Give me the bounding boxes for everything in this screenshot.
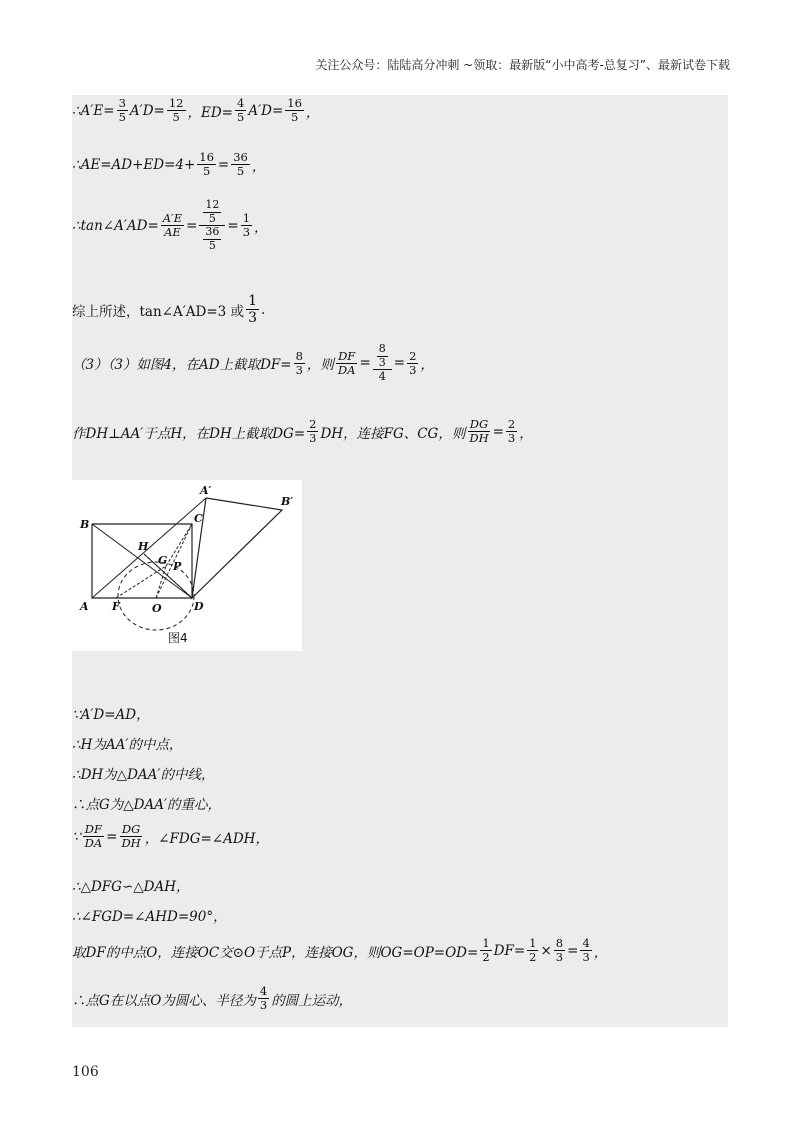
solution-line-15: ∴点G在以点O为圆心、半径为 $\frac{4}{3}$ 的圆上运动， (72, 984, 353, 1013)
figure-caption: 图4 (168, 631, 188, 645)
geometry-diagram (72, 480, 302, 651)
fraction: $\frac{1}{3}$ (248, 293, 257, 327)
solution-line-6: 作DH⊥AA′于点H，在DH上截取DG= $\frac{2}{3}$ DH，连接FG、CG，则 $\frac{DG}{DH}$ = $\frac{2}{3}$ ， (72, 417, 533, 446)
fraction: $\frac{2}{3}$ (309, 417, 317, 446)
fraction: $\frac{12}{5}$ (168, 96, 184, 125)
fraction: $\frac{2}{3}$ (409, 348, 417, 377)
complex-fraction: $\frac{\frac{12}{5}}{\frac{36}{5}}$ (199, 199, 225, 253)
label-g: G (158, 554, 168, 567)
solution-line-10: ∴点G为△DAA′的重心， (72, 797, 222, 813)
fraction: $\frac{1}{2}$ (482, 936, 490, 965)
fraction: $\frac{4}{5}$ (237, 96, 245, 125)
fraction: $\frac{DG}{DH}$ (469, 417, 489, 446)
segment-aa1 (92, 498, 206, 598)
fraction: $\frac{1}{2}$ (529, 936, 537, 965)
solution-line-11: ∵ $\frac{DF}{DA}$ = $\frac{DG}{DH}$ ，∠FDG=∠ADH， (72, 822, 269, 851)
fraction: $\frac{8}{3}$ (295, 348, 303, 377)
fraction: $\frac{4}{3}$ (582, 936, 590, 965)
solution-line-3: ∴tan∠A′AD= $\frac{A'E}{AE}$ = $\frac{\frac{12}{5}}{\frac{36}{5}}$ = $\frac{1}{3}$ ， (72, 198, 268, 252)
fraction: $\frac{1}{3}$ (242, 211, 251, 240)
label-c: C (194, 512, 203, 525)
page-number: 106 (72, 1064, 99, 1080)
triangle-a1b1d (192, 498, 282, 598)
geometry-figure-4 (72, 480, 302, 651)
solution-line-4: 综上所述，tan∠A′AD=3 或 $\frac{1}{3}$ . (72, 293, 266, 327)
fraction: $\frac{8}{3}$ (555, 936, 564, 965)
label-a-prime: A′ (200, 484, 212, 497)
complex-fraction: $\frac{\frac{8}{3}}{4}$ (373, 343, 392, 384)
fraction: $\frac{2}{3}$ (507, 417, 516, 446)
label-b: B (80, 518, 90, 531)
page-header: 关注公众号：陆陆高分冲刺 ~领取：最新版“小中高考-总复习”、最新试卷下载 (315, 58, 730, 72)
fraction: $\frac{36}{5}$ (233, 150, 248, 179)
solution-line-8: ∴H为AA′的中点， (72, 737, 183, 753)
fraction: $\frac{DF}{DA}$ (84, 822, 103, 851)
label-a: A (80, 600, 89, 613)
label-p: P (173, 560, 182, 573)
solution-line-2: ∴AE=AD+ED=4+ $\frac{16}{5}$ = $\frac{36}{5}$ ， (72, 150, 266, 179)
solution-line-13: ∴∠FGD=∠AHD=90°， (72, 909, 227, 925)
fraction: $\frac{DG}{DH}$ (121, 822, 141, 851)
label-f: F (112, 600, 120, 613)
label-h: H (138, 540, 149, 553)
fraction: $\frac{3}{5}$ (118, 96, 126, 125)
fraction: $\frac{16}{5}$ (199, 150, 214, 179)
label-d: D (194, 600, 204, 613)
solution-line-5: （3）（3）如图4，在AD上截取DF= $\frac{8}{3}$ ，则 $\frac{DF}{DA}$ = $\frac{\frac{8}{3}}{4}$ = $\frac{2}{3}$ ， (72, 342, 434, 384)
solution-line-9: ∴DH为△DAA′的中线， (72, 767, 215, 783)
solution-line-1: ∴A′E= $\frac{3}{5}$ A′D= $\frac{12}{5}$ ，ED= $\frac{4}{5}$ A′D= $\frac{16}{5}$ ， (72, 96, 320, 125)
solution-line-14: 取DF的中点O，连接OC交⊙O于点P，连接OG，则OG=OP=OD= $\frac{1}{2}$ DF= $\frac{1}{2}$ × $\frac{8}{3}$ = $\frac{4}{3}$ ， (72, 936, 608, 965)
fraction: $\frac{4}{3}$ (259, 984, 268, 1013)
fraction: $\frac{DF}{DA}$ (337, 348, 356, 377)
solution-line-12: ∴△DFG∽△DAH， (72, 879, 190, 895)
fraction: $\frac{A'E}{AE}$ (162, 211, 183, 240)
label-o: O (152, 602, 162, 615)
solution-line-7: ∵A′D=AD， (72, 707, 150, 723)
label-b-prime: B′ (281, 495, 294, 508)
segment-og (156, 566, 166, 598)
solution-content (72, 95, 728, 1027)
fraction: $\frac{16}{5}$ (287, 96, 302, 125)
